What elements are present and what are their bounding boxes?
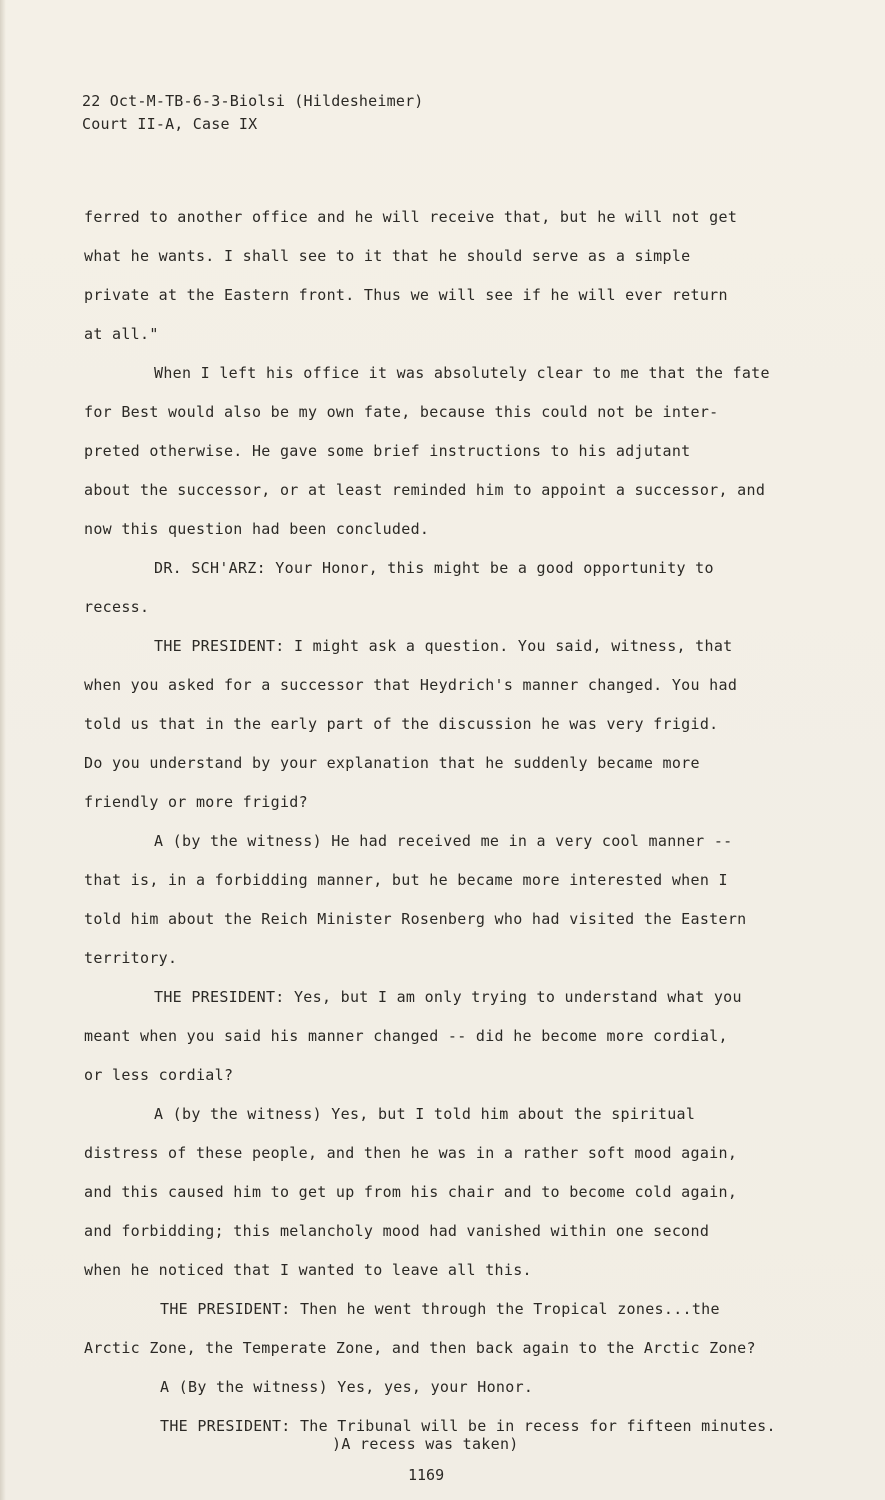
page-number: 1169	[408, 1466, 445, 1484]
transcript-line: territory.	[84, 949, 178, 967]
transcript-line: THE PRESIDENT: Then he went through the Tropical zones...the	[160, 1300, 720, 1318]
transcript-line: told him about the Reich Minister Rosenberg who had visited the Eastern	[84, 910, 747, 928]
transcript-line: or less cordial?	[84, 1066, 234, 1084]
transcript-line: private at the Eastern front. Thus we will see if he will ever return	[84, 286, 728, 304]
transcript-line: ferred to another office and he will receive that, but he will not get	[84, 208, 738, 226]
transcript-line: When I left his office it was absolutely clear to me that the fate	[154, 364, 770, 382]
transcript-line: preted otherwise. He gave some brief instructions to his adjutant	[84, 442, 691, 460]
transcript-line: what he wants. I shall see to it that he should serve as a simple	[84, 247, 691, 265]
transcript-line: THE PRESIDENT: I might ask a question. You said, witness, that	[154, 637, 733, 655]
transcript-line: now this question had been concluded.	[84, 520, 430, 538]
transcript-body	[84, 204, 784, 1470]
transcript-line: THE PRESIDENT: Yes, but I am only trying to understand what you	[154, 988, 742, 1006]
transcript-line: at all."	[84, 325, 159, 343]
transcript-line: for Best would also be my own fate, because this could not be inter-	[84, 403, 719, 421]
recess-note: )A recess was taken)	[332, 1435, 519, 1453]
transcript-line: THE PRESIDENT: The Tribunal will be in recess for fifteen minutes.	[160, 1417, 776, 1435]
transcript-line: told us that in the early part of the discussion he was very frigid.	[84, 715, 719, 733]
transcript-line: about the successor, or at least reminded him to appoint a successor, and	[84, 481, 766, 499]
document-header	[82, 90, 424, 136]
header-court: Court II-A, Case IX	[82, 115, 258, 133]
transcript-line: Do you understand by your explanation that he suddenly became more	[84, 754, 700, 772]
transcript-line: and forbidding; this melancholy mood had vanished within one second	[84, 1222, 710, 1240]
transcript-line: DR. SCH'ARZ: Your Honor, this might be a good opportunity to	[154, 559, 714, 577]
transcript-line: that is, in a forbidding manner, but he became more interested when I	[84, 871, 728, 889]
page-edge-shadow	[0, 0, 6, 1500]
transcript-line: meant when you said his manner changed -- did he become more cordial,	[84, 1027, 728, 1045]
transcript-line: A (by the witness) He had received me in a very cool manner --	[154, 832, 733, 850]
header-reference: 22 Oct-M-TB-6-3-Biolsi (Hildesheimer)	[82, 92, 424, 110]
transcript-line: friendly or more frigid?	[84, 793, 308, 811]
transcript-line: when you asked for a successor that Heydrich's manner changed. You had	[84, 676, 738, 694]
transcript-line: recess.	[84, 598, 150, 616]
transcript-line: Arctic Zone, the Temperate Zone, and then back again to the Arctic Zone?	[84, 1339, 756, 1357]
transcript-line: A (By the witness) Yes, yes, your Honor.	[160, 1378, 534, 1396]
transcript-line: and this caused him to get up from his chair and to become cold again,	[84, 1183, 738, 1201]
transcript-line: distress of these people, and then he was in a rather soft mood again,	[84, 1144, 738, 1162]
transcript-line: A (by the witness) Yes, but I told him about the spiritual	[154, 1105, 696, 1123]
transcript-line: when he noticed that I wanted to leave all this.	[84, 1261, 532, 1279]
